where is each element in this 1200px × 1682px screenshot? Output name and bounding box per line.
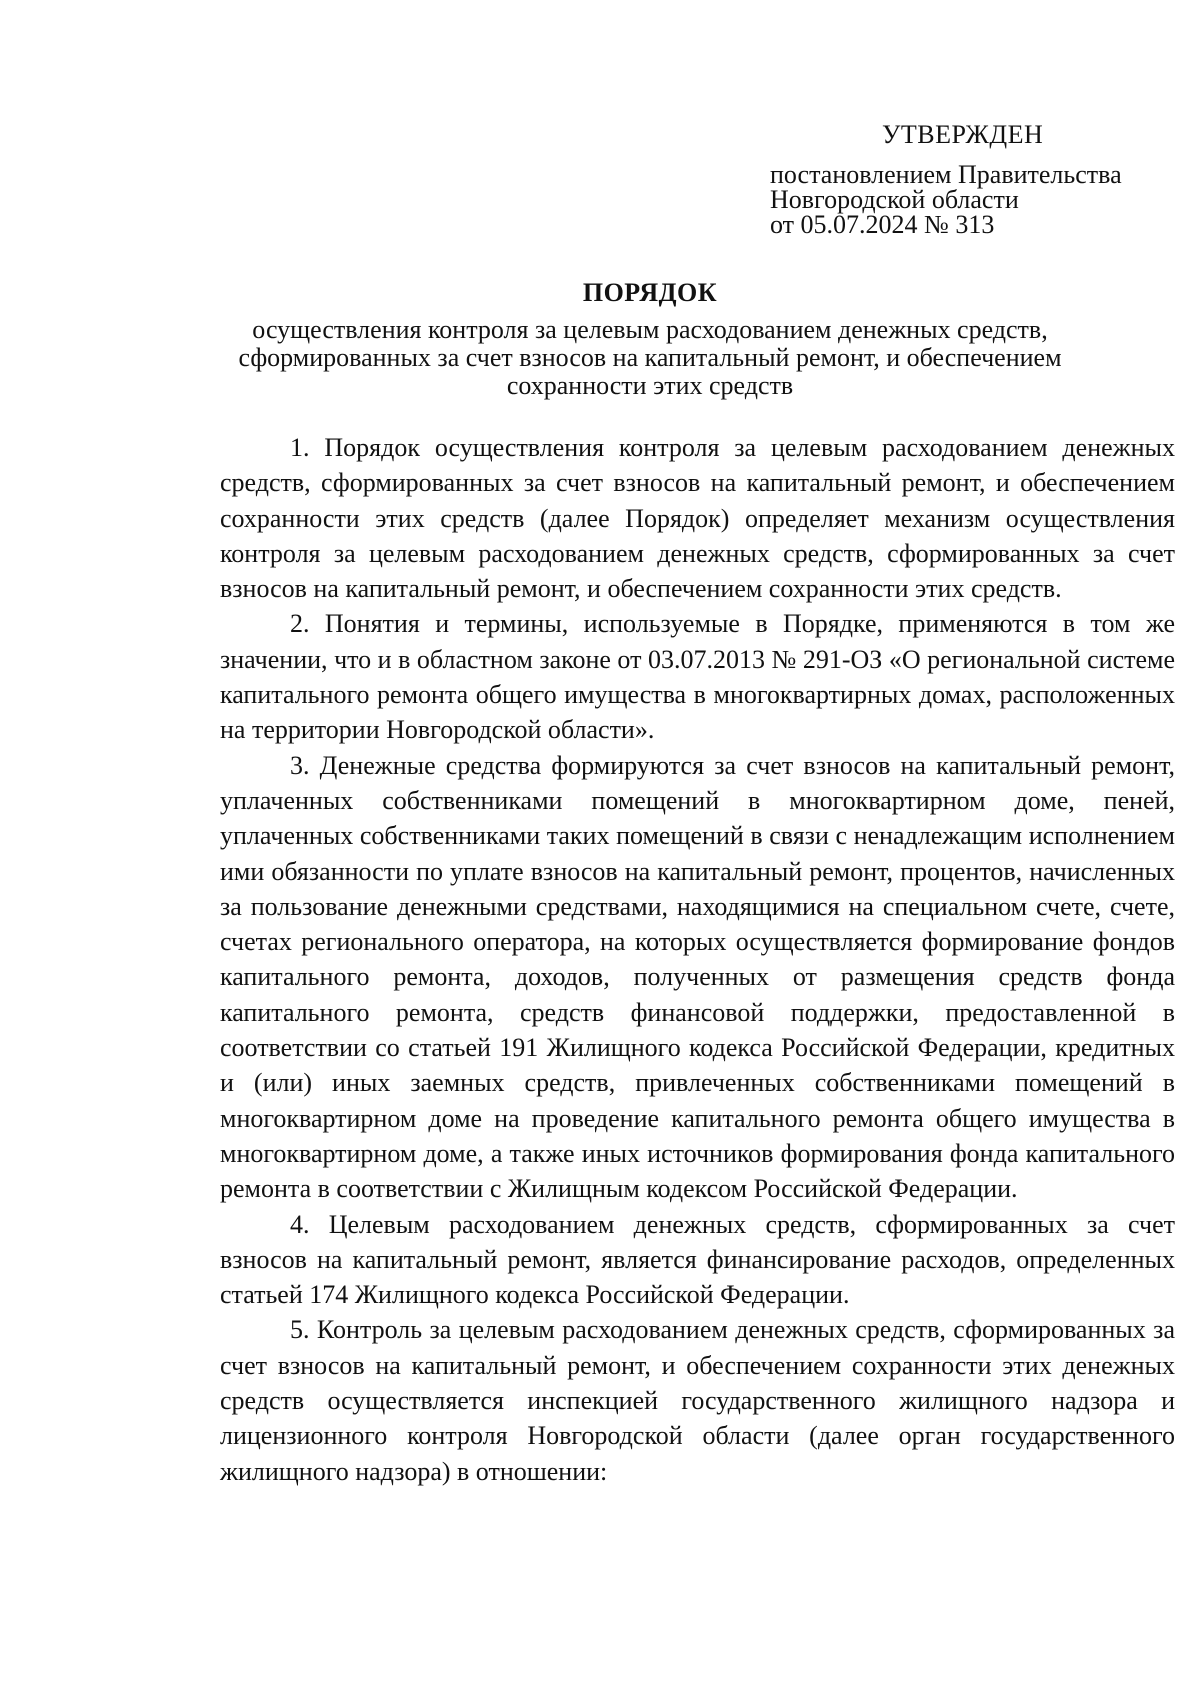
paragraph-3: 3. Денежные средства формируются за счет взносов на капитальный ремонт, уплаченных собственниками помещений в многоквартирном доме, пеней, уплаченных собственниками таких помещений в связи с ненадлежащим исполнением ими обязанности по уплате взносов на капитальный ремонт, процентов, начисленных за пользование денежными средствами, находящимися на специальном счете, счете, счетах регионального оператора, на которых осуществляется формирование фондов капитального ремонта, доходов, полученных от размещения средств фонда капитального ремонта, средств финансовой поддержки, предоставленной в соответствии со статьей 191 Жилищного кодекса Российской Федерации, кредитных и (или) иных заемных средств, привлеченных собственниками помещений в многоквартирном доме на проведение капитального ремонта общего имущества в многоквартирном доме, а также иных источников формирования фонда капитального ремонта в соответствии с Жилищным кодексом Российской Федерации.: [220, 750, 1175, 1204]
paragraph-1: 1. Порядок осуществления контроля за целевым расходованием денежных средств, сформированных за счет взносов на капитальный ремонт, и обеспечением сохранности этих средств (далее Порядок) определяет механизм осуществления контроля за целевым расходованием денежных средств, сформированных за счет взносов на капитальный ремонт, и обеспечением сохранности этих средств.: [220, 433, 1175, 604]
paragraph-2: 2. Понятия и термины, используемые в Порядке, применяются в том же значении, что и в областном законе от 03.07.2013 № 291-ОЗ «О региональной системе капитального ремонта общего имущества в многоквартирных домах, расположенных на территории Новгородской области».: [220, 609, 1175, 745]
approval-line-issuer: постановлением Правительства: [770, 160, 1122, 189]
document-subtitle-line-2: сформированных за счет взносов на капитальный ремонт, и обеспечением: [238, 343, 1062, 372]
document-body: [220, 430, 1175, 1489]
approval-block: [770, 120, 1170, 237]
document-heading: [200, 278, 1100, 400]
paragraph-4: 4. Целевым расходованием денежных средств, сформированных за счет взносов на капитальный ремонт, является финансирование расходов, определенных статьей 174 Жилищного кодекса Российской Федерации.: [220, 1209, 1175, 1310]
approval-line-date-number: от 05.07.2024 № 313: [770, 210, 995, 239]
approval-details: [770, 162, 1170, 237]
approval-title: УТВЕРЖДЕН: [882, 120, 1044, 149]
document-subtitle-line-1: осуществления контроля за целевым расходованием денежных средств,: [252, 315, 1048, 344]
document-subtitle-line-3: сохранности этих средств: [506, 371, 794, 400]
approval-line-region: Новгородской области: [770, 185, 1019, 214]
paragraph-5: 5. Контроль за целевым расходованием денежных средств, сформированных за счет взносов на капитальный ремонт, и обеспечением сохранности этих денежных средств осуществляется инспекцией государственного жилищного надзора и лицензионного контроля Новгородской области (далее орган государственного жилищного надзора) в отношении:: [220, 1315, 1175, 1486]
document-title: ПОРЯДОК: [582, 278, 718, 307]
